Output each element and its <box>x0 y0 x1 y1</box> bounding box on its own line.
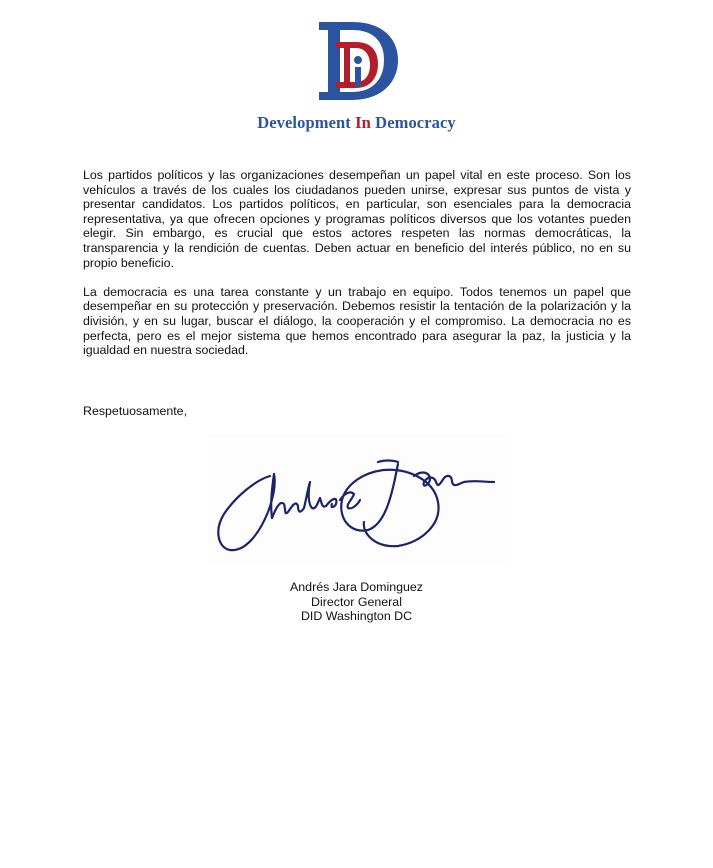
logo-letter-i-dot <box>354 56 362 64</box>
logo-letter-i-stem <box>355 67 361 87</box>
did-logo <box>314 20 404 102</box>
letter-paragraph-2: La democracia es una tarea constante y un trabajo en equipo. Todos tenemos un papel que desempeñar en su protección y preservación. Debemos resistir la tentación de la polarización y la división, y en su lugar, buscar el diálogo, la cooperación y el compromiso. La democracia no es perfecta, pero es el mejor sistema que hemos encontrado para asegurar la paz, la justicia y la igualdad en nuestra sociedad. <box>83 284 631 358</box>
handwritten-signature <box>208 434 506 564</box>
org-name-in: In <box>355 113 371 132</box>
signer-office: DID Washington DC <box>300 609 413 624</box>
letter-paragraph-1: Los partidos políticos y las organizaciones desempeñan un papel vital en este proceso. Son los vehículos a través de los cuales los ciudadanos pueden unirse, expresar sus puntos de vista y presentar candidatos. Los partidos políticos, en particular, son esenciales para la democracia representativa, ya que ofrecen opciones y programas políticos diversos que los votantes pueden elegir. Sin embargo, es crucial que estos actores respeten las normas democráticas, la transparencia y la rendición de cuentas. Deben actuar en beneficio del interés público, no en su propio beneficio. <box>83 168 631 270</box>
organization-name <box>0 113 713 133</box>
org-name-democracy: Democracy <box>375 113 456 132</box>
letter-closing: Respetuosamente, <box>83 404 188 418</box>
letter-body <box>83 168 631 372</box>
signature-image <box>208 434 506 564</box>
did-logo-graphic <box>314 20 404 102</box>
org-name-development: Development <box>257 113 351 132</box>
signer-name: Andrés Jara Dominguez <box>290 580 423 594</box>
signer-title: Director General <box>311 594 402 609</box>
signer-block <box>0 580 713 624</box>
